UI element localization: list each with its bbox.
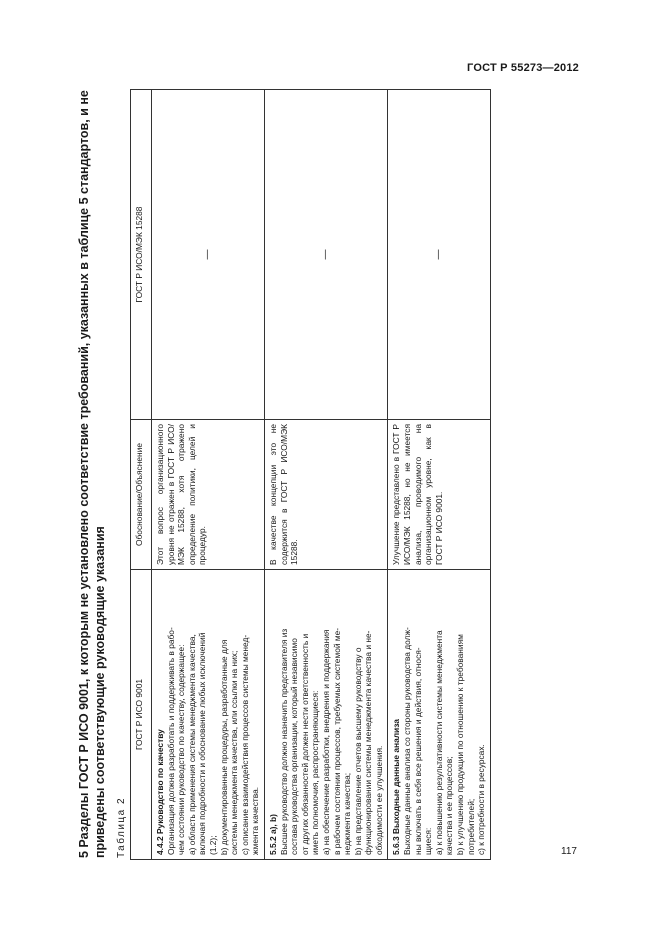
document-standard-header: ГОСТ Р 55273—2012	[467, 62, 579, 74]
iso9001-requirement-cell	[388, 570, 490, 860]
requirement-text-line: неджмента качества;	[342, 772, 353, 855]
clause-heading: 5.6.3 Выходные данные анализа	[391, 719, 402, 855]
requirement-text-line: от других обязанностей должен нести ответственность и	[299, 633, 310, 855]
column-header-iso15288: ГОСТ Р ИСО/МЭК 15288	[131, 90, 152, 420]
table-row	[152, 90, 265, 860]
clause-heading: 4.4.2 Руководство по качеству	[155, 729, 165, 855]
table-caption: Таблица 2	[116, 796, 127, 858]
table-row	[388, 90, 490, 860]
requirement-text-line: b) к улучшению продукции по отношению к требованиям	[455, 634, 466, 855]
iso9001-requirement-cell	[264, 570, 388, 860]
requirement-text-line: иметь полномочия, распространяющиеся:	[310, 690, 321, 855]
column-header-iso9001: ГОСТ Р ИСО 9001	[131, 570, 152, 860]
requirement-text-line: потребителей;	[465, 798, 476, 855]
requirement-text-line: Высшее руководство должно назначить представителя из	[278, 628, 289, 855]
requirement-text-line: чем состоянии руководство по качеству, содержащее:	[176, 644, 187, 855]
requirement-text-line: Выходные данные анализа со стороны руководства долж-	[402, 627, 413, 855]
requirement-text-line: обходимости ее улучшения.	[373, 745, 384, 855]
requirement-text-line: а) область применения системы менеджмента качества,	[186, 634, 197, 855]
requirement-text-line: (1.2);	[207, 835, 218, 855]
column-header-justification: Обоснование/Объяснение	[131, 420, 152, 570]
table-row	[264, 90, 388, 860]
requirements-table	[130, 89, 491, 860]
requirement-text-line: щиеся:	[423, 827, 434, 855]
requirement-text-line: качества и ее процессов;	[444, 756, 455, 855]
iso15288-cell: —	[388, 90, 490, 420]
justification-cell: Улучшение представлено в ГОСТ Р ИСО/МЭК 15288, но не имеется анализа, проводимого на организационном уровне, как в ГОСТ Р ИСО 9001.	[388, 420, 490, 570]
iso15288-cell: —	[152, 90, 265, 420]
rotated-page-content	[76, 86, 586, 860]
requirement-text-line: с) описание взаимодействия процессов системы менед-	[239, 634, 250, 855]
requirement-text-line: b) на представление отчетов высшему руководству о	[352, 647, 363, 855]
section-title: 5 Разделы ГОСТ Р ИСО 9001, к которым не установлено соответствие требований, указанных в таблице 5 стандартов, и не приведены соответствующие руководящие указания	[77, 90, 107, 858]
requirement-text-line: Организация должна разработать и поддерживать в рабо-	[165, 627, 176, 855]
requirement-text-line: включая подробности и обоснование любых исключений	[197, 632, 208, 855]
clause-heading: 5.5.2 a), b)	[267, 814, 278, 855]
requirement-text-line: ны включать в себя все решения и действия, относя-	[412, 647, 423, 855]
page-number: 117	[561, 846, 577, 857]
table-header-row	[131, 90, 152, 860]
justification-cell: В качестве концепции это не содержится в ГОСТ Р ИСО/МЭК 15288.	[264, 420, 388, 570]
requirement-text-line: а) к повышению результативности системы менеджмента	[433, 630, 444, 855]
justification-cell: Этот вопрос организационного уровня не отражен в ГОСТ Р ИСО/МЭК 15288, хотя отражено определение политики, целей и процедур.	[152, 420, 265, 570]
requirement-text-line: в рабочем состоянии процессов, требуемых системой ме-	[331, 627, 342, 855]
requirement-text-line: с) к потребности в ресурсах.	[476, 744, 487, 855]
requirement-text-line: системы менеджмента качества, или ссылки на них;	[229, 650, 240, 855]
requirement-text-line: жмента качества.	[250, 786, 261, 855]
requirement-text-line: состава руководства организации, который независимо	[289, 638, 300, 855]
requirement-text-line: функционировании системы менеджмента качества и не-	[363, 630, 374, 855]
requirement-text-line: а) на обеспечение разработки, внедрения и поддержания	[320, 629, 331, 855]
iso9001-requirement-cell	[152, 570, 265, 860]
requirement-text-line: b) документированные процедуры, разработанные для	[218, 639, 229, 855]
iso15288-cell: —	[264, 90, 388, 420]
